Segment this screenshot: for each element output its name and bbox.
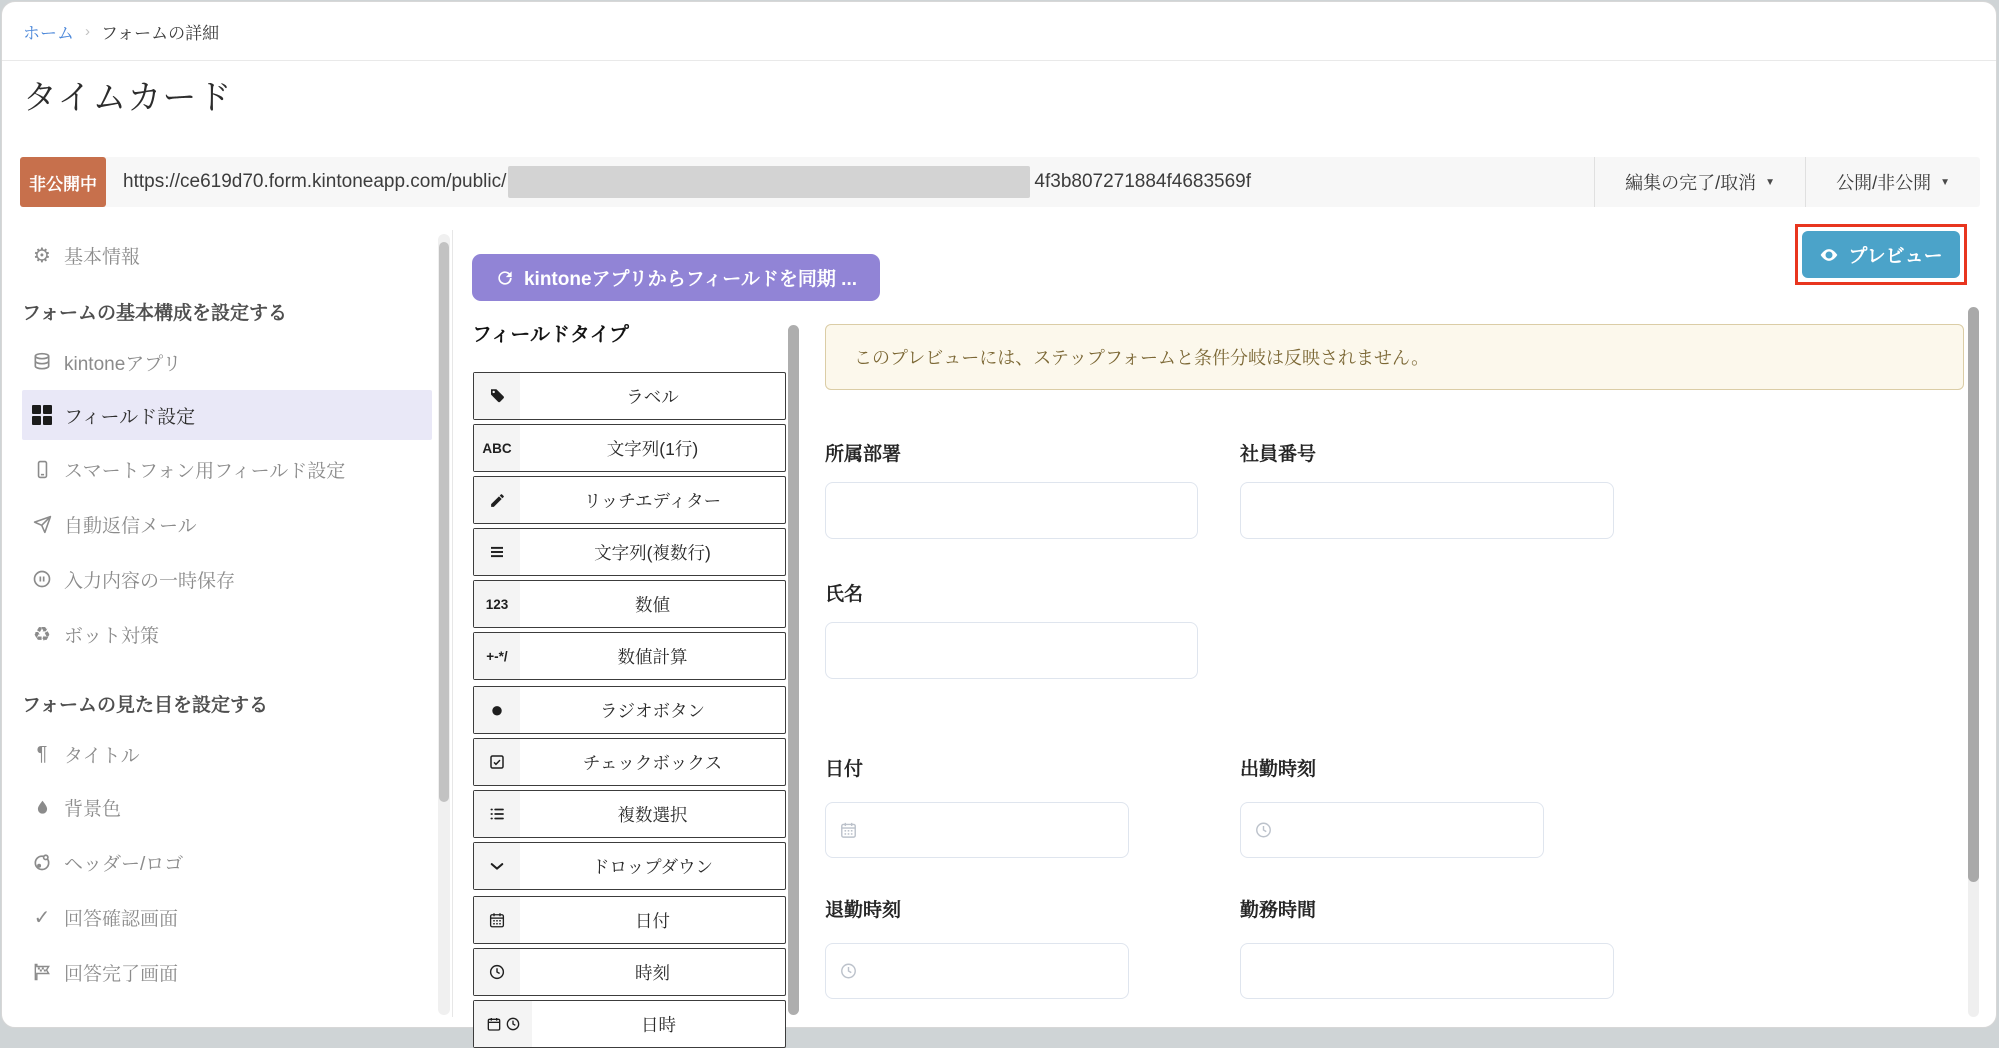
field-label-employee-number: 社員番号 bbox=[1240, 444, 1317, 465]
tag-icon bbox=[474, 373, 520, 419]
field-type-multi-select[interactable]: 複数選択 bbox=[473, 790, 786, 838]
edit-complete-cancel-button[interactable]: 編集の完了/取消 ▼ bbox=[1625, 173, 1776, 193]
employee-number-input[interactable] bbox=[1240, 482, 1614, 539]
field-type-date[interactable]: 日付 bbox=[473, 896, 786, 944]
field-label-clock-out-time: 退勤時刻 bbox=[825, 900, 902, 921]
calc-operators-icon: +-*/ bbox=[474, 633, 520, 679]
chevron-right-icon: › bbox=[85, 23, 90, 40]
shapes-icon bbox=[28, 852, 56, 872]
field-type-time[interactable]: 時刻 bbox=[473, 948, 786, 996]
pilcrow-icon: ¶ bbox=[36, 742, 48, 765]
public-url-suffix: 4f3b807271884f4683569f bbox=[1034, 171, 1252, 192]
checkbox-icon bbox=[474, 739, 520, 785]
list-icon bbox=[474, 791, 520, 837]
chevron-down-icon bbox=[474, 843, 520, 889]
field-type-single-line-text[interactable]: ABC 文字列(1行) bbox=[473, 424, 786, 472]
field-label-working-hours: 勤務時間 bbox=[1240, 900, 1317, 921]
status-badge: 非公開中 bbox=[20, 157, 106, 207]
clock-in-time-input[interactable] bbox=[1240, 802, 1544, 858]
grid-icon bbox=[28, 405, 56, 425]
field-label-name: 氏名 bbox=[825, 584, 864, 605]
breadcrumb bbox=[23, 19, 219, 44]
name-input[interactable] bbox=[825, 622, 1198, 679]
clock-icon bbox=[1254, 821, 1273, 840]
pencil-icon bbox=[474, 477, 520, 523]
numbers-123-icon: 123 bbox=[474, 581, 520, 627]
gear-icon: ⚙ bbox=[33, 244, 51, 267]
calendar-icon bbox=[839, 821, 858, 840]
publish-unpublish-button[interactable]: 公開/非公開 ▼ bbox=[1836, 173, 1950, 193]
checkered-flag-icon bbox=[28, 962, 56, 982]
field-type-checkbox[interactable]: チェックボックス bbox=[473, 738, 786, 786]
field-type-datetime[interactable]: 日時 bbox=[473, 1000, 786, 1048]
public-url-prefix: https://ce619d70.form.kintoneapp.com/public/ bbox=[123, 171, 507, 192]
sidebar-item-answer-confirm-screen[interactable]: ✓ 回答確認画面 bbox=[2, 903, 432, 931]
droplet-icon bbox=[28, 798, 56, 817]
sidebar-item-basic-info[interactable]: ⚙ 基本情報 bbox=[2, 241, 432, 269]
preview-button[interactable]: プレビュー bbox=[1802, 231, 1960, 278]
field-type-rich-editor[interactable]: リッチエディター bbox=[473, 476, 786, 524]
field-type-calculation[interactable]: +-*/ 数値計算 bbox=[473, 632, 786, 680]
field-label-department: 所属部署 bbox=[825, 444, 902, 465]
clock-icon bbox=[474, 949, 520, 995]
field-type-number[interactable]: 123 数値 bbox=[473, 580, 786, 628]
sidebar-item-field-settings[interactable]: フィールド設定 bbox=[22, 390, 432, 440]
field-type-palette bbox=[472, 370, 788, 1035]
breadcrumb-current: フォームの詳細 bbox=[101, 24, 220, 43]
sync-fields-from-kintone-button[interactable]: kintoneアプリからフィールドを同期 ... bbox=[472, 254, 880, 301]
clock-out-time-input[interactable] bbox=[825, 943, 1129, 999]
send-icon bbox=[28, 515, 56, 534]
sidebar-item-answer-complete-screen[interactable]: 回答完了画面 bbox=[2, 958, 432, 986]
eye-icon bbox=[1819, 245, 1839, 265]
pause-circle-icon bbox=[28, 569, 56, 589]
header-divider bbox=[2, 60, 1996, 61]
page-title: タイムカード bbox=[23, 79, 233, 117]
public-url-bar bbox=[20, 157, 1980, 207]
field-type-multi-line-text[interactable]: 文字列(複数行) bbox=[473, 528, 786, 576]
caret-down-icon: ▼ bbox=[1765, 176, 1776, 188]
sidebar-item-bot-protection[interactable]: ♻ ボット対策 bbox=[2, 620, 432, 648]
recycle-icon: ♻ bbox=[33, 623, 51, 646]
form-detail-page bbox=[1, 1, 1997, 1035]
field-type-radio-button[interactable]: ● ラジオボタン bbox=[473, 686, 786, 734]
clock-icon bbox=[839, 962, 858, 981]
sidebar-item-temporary-save[interactable]: 入力内容の一時保存 bbox=[2, 565, 432, 593]
field-label-clock-in-time: 出勤時刻 bbox=[1240, 759, 1317, 780]
field-type-dropdown[interactable]: ドロップダウン bbox=[473, 842, 786, 890]
radio-dot-icon: ● bbox=[474, 687, 520, 733]
lines-icon bbox=[474, 529, 520, 575]
abc-text-icon: ABC bbox=[474, 425, 520, 471]
smartphone-icon bbox=[28, 460, 56, 479]
sidebar-section-heading: フォームの基本構成を設定する bbox=[22, 303, 288, 324]
sidebar-item-auto-reply-mail[interactable]: 自動返信メール bbox=[2, 510, 432, 538]
caret-down-icon: ▼ bbox=[1940, 176, 1950, 188]
preview-scrollbar-thumb[interactable] bbox=[1968, 307, 1979, 882]
check-icon: ✓ bbox=[33, 906, 51, 929]
preview-notice: このプレビューには、ステップフォームと条件分岐は反映されません。 bbox=[825, 324, 1964, 390]
field-type-heading: フィールドタイプ bbox=[472, 324, 629, 346]
calendar-icon bbox=[474, 897, 520, 943]
department-input[interactable] bbox=[825, 482, 1198, 539]
sidebar-item-title[interactable]: ¶ タイトル bbox=[2, 740, 432, 768]
database-icon bbox=[28, 352, 56, 372]
sidebar-item-background-color[interactable]: 背景色 bbox=[2, 793, 432, 821]
sidebar-section-heading: フォームの見た目を設定する bbox=[22, 695, 269, 716]
refresh-icon bbox=[495, 268, 515, 288]
calendar-clock-icon bbox=[474, 1001, 532, 1047]
palette-scrollbar-thumb[interactable] bbox=[788, 325, 799, 1015]
sidebar-item-kintone-app[interactable]: kintoneアプリ bbox=[2, 348, 432, 376]
date-input[interactable] bbox=[825, 802, 1129, 858]
sidebar-scrollbar-thumb[interactable] bbox=[439, 242, 449, 802]
working-hours-input[interactable] bbox=[1240, 943, 1614, 999]
field-type-label[interactable]: ラベル bbox=[473, 372, 786, 420]
field-label-date: 日付 bbox=[825, 759, 864, 780]
redacted-url-segment bbox=[508, 166, 1030, 198]
sidebar-item-header-logo[interactable]: ヘッダー/ロゴ bbox=[2, 848, 432, 876]
sidebar-divider bbox=[452, 230, 453, 1017]
sidebar-item-smartphone-field-settings[interactable]: スマートフォン用フィールド設定 bbox=[2, 455, 432, 483]
breadcrumb-home-link[interactable]: ホーム bbox=[23, 24, 74, 43]
